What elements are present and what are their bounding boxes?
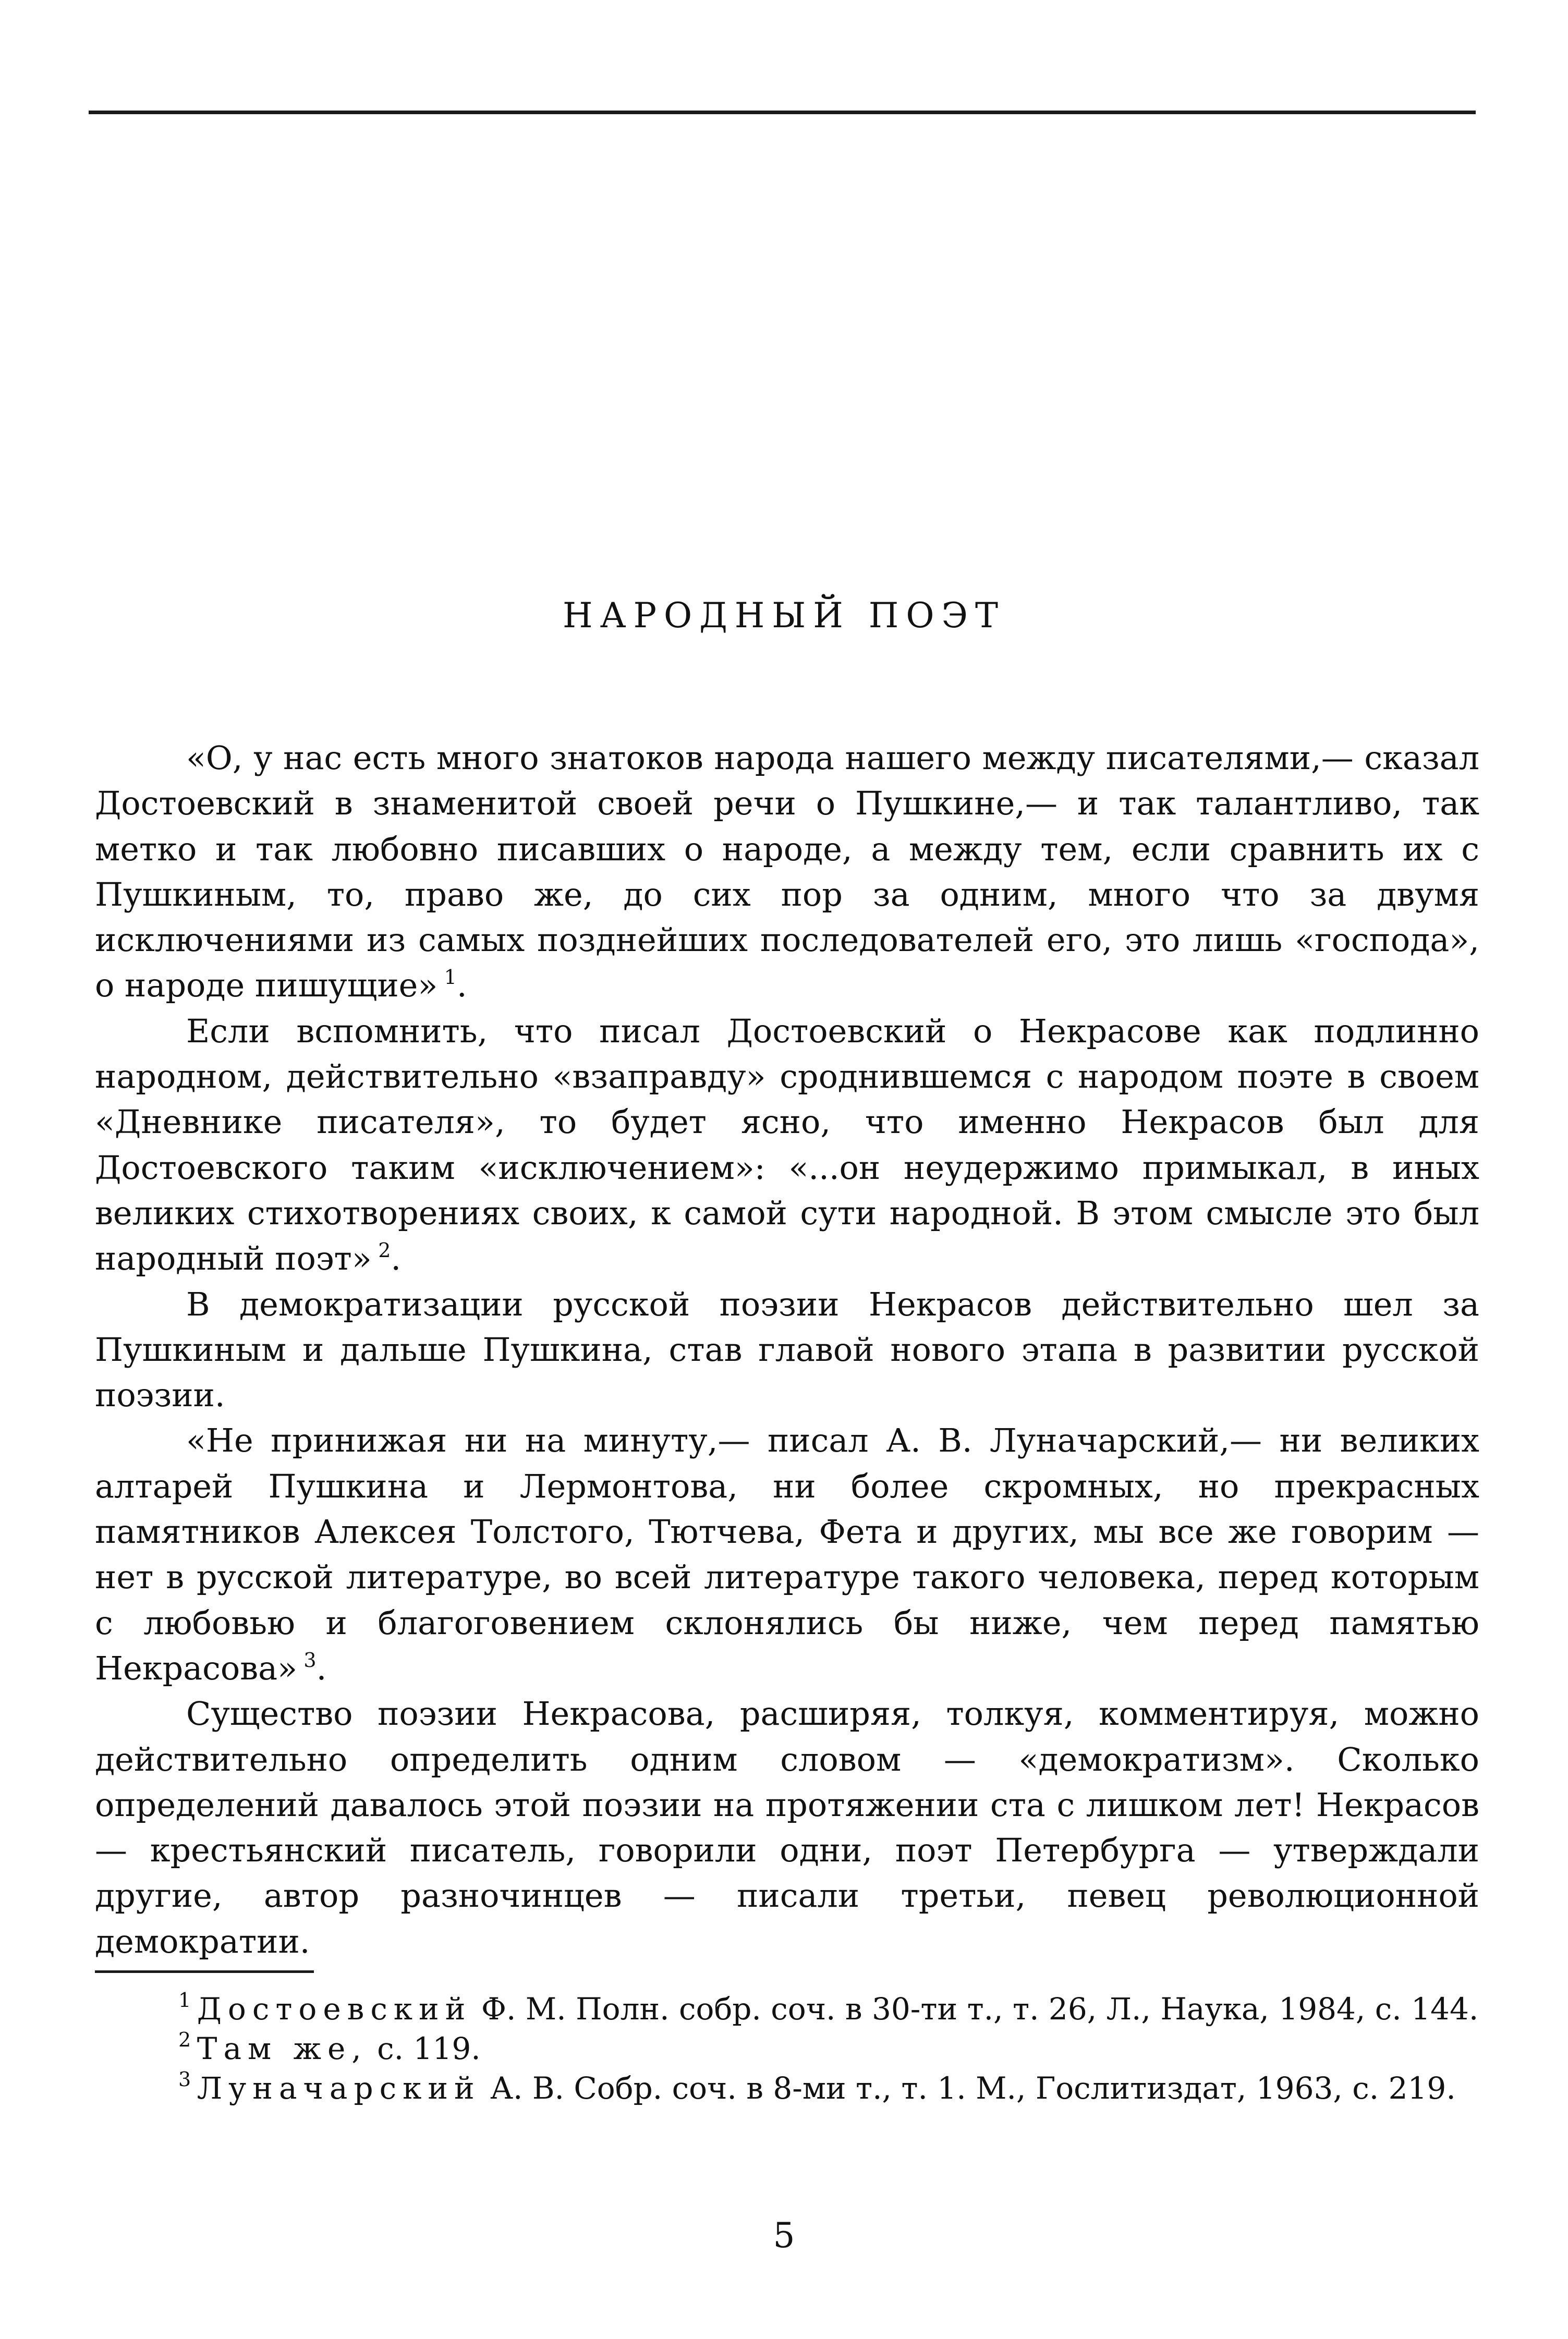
paragraph-1-end: . [456,966,467,1005]
footnote-2 [95,2029,1479,2068]
page-number: 5 [773,2215,795,2256]
paragraph-4-text: «Не принижая ни на минуту,— писал А. В. Луначарский,— ни великих алтарей Пушкина и Лермонтова, ни более скромных, но прекрасных памятников Алексея Толстого, Тютчева, Фета и других, мы все же говорим — нет в русской литературе, во всей литературе такого человека, перед которым с любовью и благоговением склонялись бы ниже, чем перед памятью Некрасова» [95,1421,1479,1687]
chapter-title: НАРОДНЫЙ ПОЭТ [563,595,1005,636]
paragraph-1 [95,735,1479,1008]
paragraph-5 [95,1691,1479,1964]
footnotes [95,1989,1479,2108]
footnote-1-author: Достоевский [197,1991,472,2027]
footnote-1-number: 1 [178,1989,191,2012]
footnote-3-text: А. В. Собр. соч. в 8-ми т., т. 1. М., Гослитиздат, 1963, с. 219. [490,2070,1456,2106]
paragraph-3 [95,1282,1479,1418]
footnote-3-number: 3 [178,2068,191,2091]
paragraph-3-text: В демократизации русской поэзии Некрасов действительно шел за Пушкиным и дальше Пушкина, став главой нового этапа в развитии русской поэзии. [95,1285,1479,1415]
footnote-ref-2[interactable]: 2 [378,1239,391,1262]
body-text [95,735,1479,1964]
paragraph-1-text: «О, у нас есть много знатоков народа нашего между писателями,— сказал Достоевский в знаменитой своей речи о Пушкине,— и так талантливо, так метко и так любовно писавших о народе, а между тем, если сравнить их с Пушкиным, то, право же, до сих пор за одним, много что за двумя исключениями из самых позднейших последователей его, это лишь «господа», о народе пишущие» [95,739,1479,1005]
footnote-2-text: с. 119. [377,2031,481,2066]
footnote-rule [95,1970,314,1973]
footnote-1-text: Ф. М. Полн. собр. соч. в 30-ти т., т. 26, Л., Наука, 1984, с. 144. [481,1991,1479,2027]
footnote-2-number: 2 [178,2028,191,2051]
footnote-ref-3[interactable]: 3 [303,1648,317,1672]
paragraph-2-text: Если вспомнить, что писал Достоевский о Некрасове как подлинно народном, действительно «взаправду» сроднившемся с народом поэте в своем «Дневнике писателя», то будет ясно, что именно Некрасов был для Достоевского таким «исключением»: «...он неудержимо примыкал, в иных великих стихотворениях своих, к самой сути народной. В этом смысле это был народный поэт» [95,1012,1479,1278]
footnote-2-author: Там же, [197,2031,368,2066]
footnote-3-author: Луначарский [197,2070,481,2106]
paragraph-2-end: . [391,1239,402,1278]
footnote-1 [95,1989,1479,2029]
paragraph-2 [95,1008,1479,1282]
paragraph-5-text: Существо поэзии Некрасова, расширяя, толкуя, комментируя, можно действительно определить одним словом — «демократизм». Сколько определений давалось этой поэзии на протяжении ста с лишком лет! Некрасов — крестьянский писатель, говорили одни, поэт Петербурга — утверждали другие, автор разночинцев — писали третьи, певец революционной демократии. [95,1695,1479,1960]
paragraph-4-end: . [316,1649,327,1687]
top-rule [89,111,1476,114]
paragraph-4 [95,1418,1479,1691]
footnote-3 [95,2068,1479,2108]
footnote-ref-1[interactable]: 1 [444,966,457,989]
